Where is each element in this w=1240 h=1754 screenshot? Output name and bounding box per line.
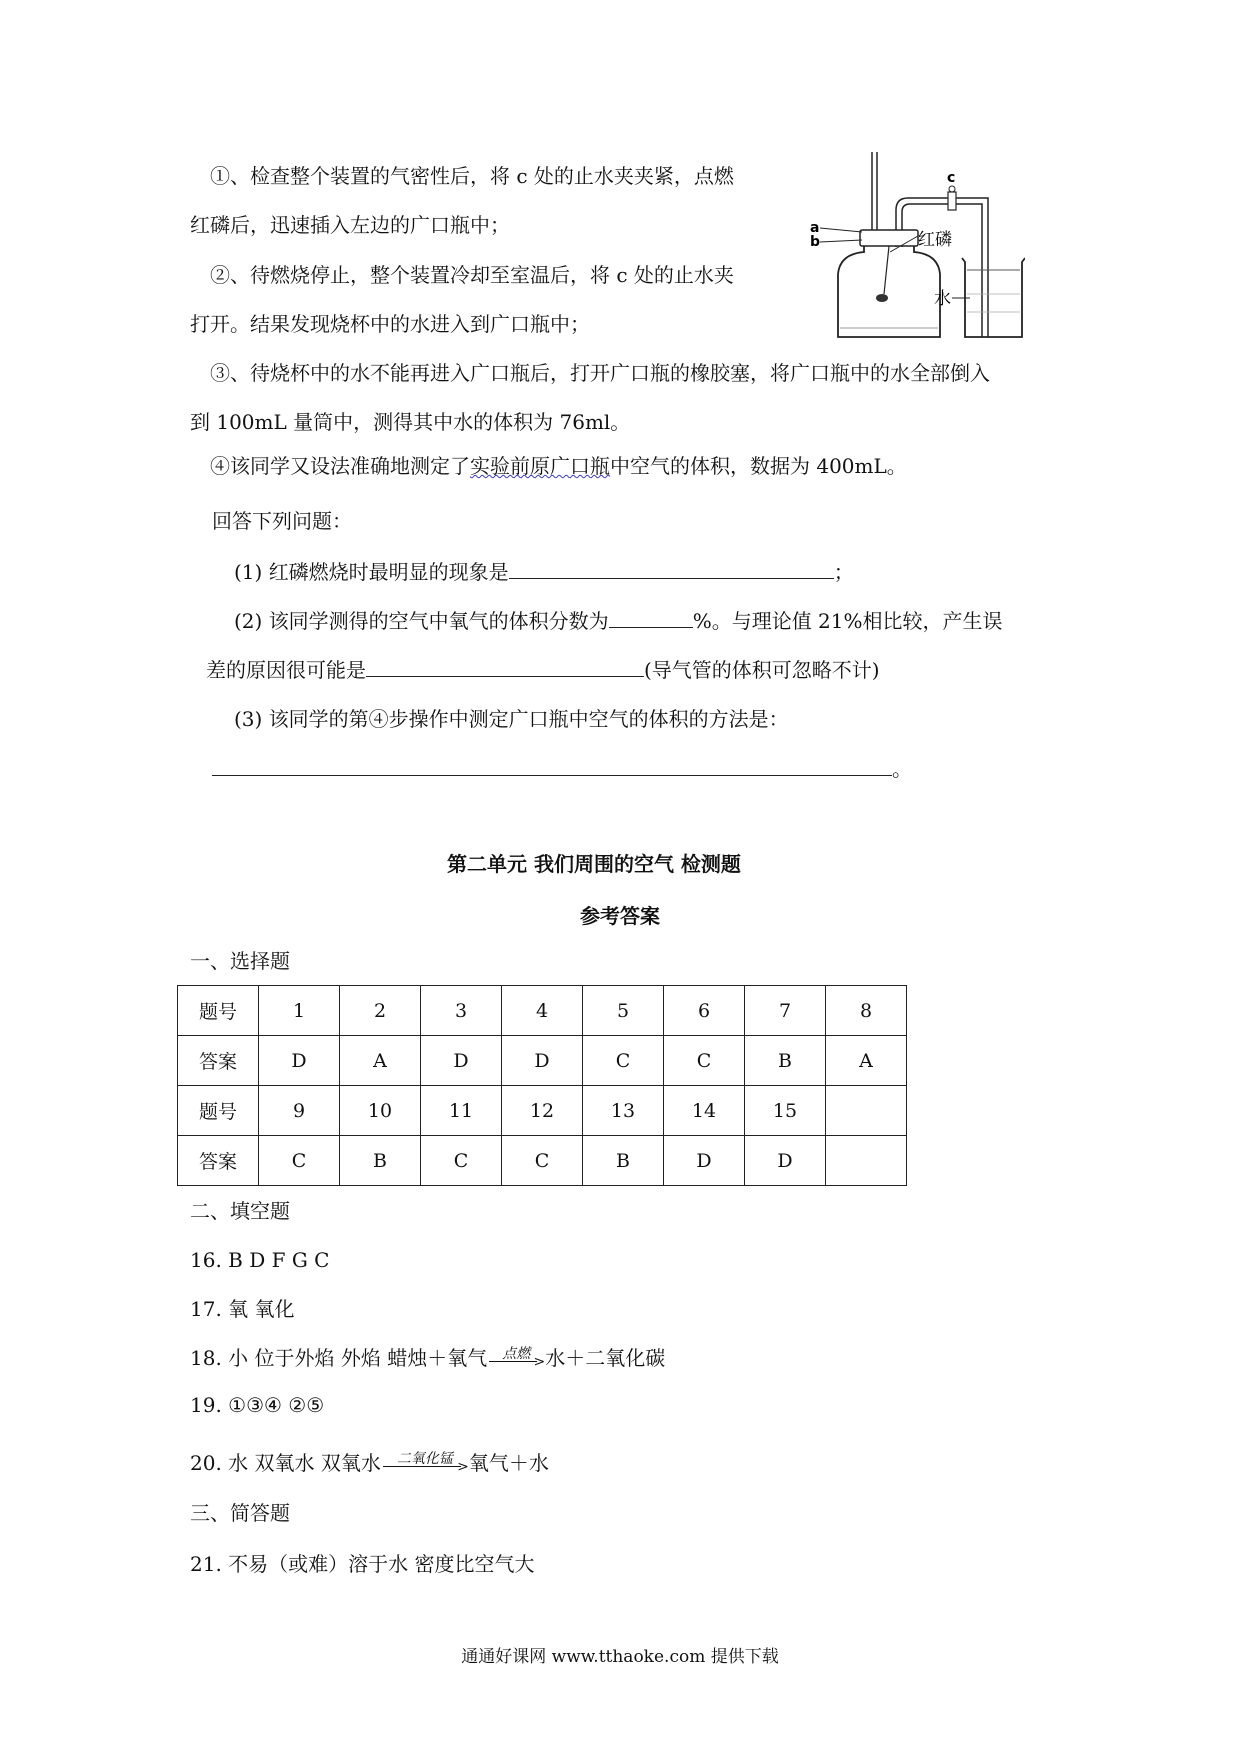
table-cell: 12 (502, 1086, 583, 1136)
table-cell: 答案 (178, 1136, 259, 1186)
step4-post: 中空气的体积，数据为 400mL。 (610, 454, 907, 478)
table-row (178, 986, 907, 1036)
section-fill-in: 二、填空题 (190, 1199, 290, 1223)
table-cell: 6 (664, 986, 745, 1036)
step1-line1: ①、检查整个装置的气密性后，将 c 处的止水夹夹紧，点燃 (210, 164, 734, 188)
red-phosphorus-spoon (876, 294, 888, 302)
step2-line1: ②、待燃烧停止，整个装置冷却至室温后，将 c 处的止水夹 (210, 263, 734, 287)
table-cell (826, 1086, 907, 1136)
step4-pre: ④该同学又设法准确地测定了 (210, 454, 470, 478)
table-cell: 4 (502, 986, 583, 1036)
question-2-text: (2) 该同学测得的空气中氧气的体积分数为 (234, 609, 609, 633)
question-1-text: (1) 红磷燃烧时最明显的现象是 (234, 560, 509, 584)
apparatus-diagram (810, 152, 1025, 342)
step2-line2: 打开。结果发现烧杯中的水进入到广口瓶中； (190, 312, 590, 336)
label-a: a (810, 220, 820, 236)
delivery-tube (896, 198, 988, 337)
question-1-end: ； (833, 560, 854, 584)
answer-17: 17. 氧 氧化 (190, 1297, 295, 1321)
table-cell: 5 (583, 986, 664, 1036)
table-cell: B (340, 1136, 421, 1186)
table-cell: D (745, 1136, 826, 1186)
table-cell: 10 (340, 1086, 421, 1136)
reaction-condition: 点燃 (502, 1345, 531, 1362)
table-cell: 8 (826, 986, 907, 1036)
table-cell: 1 (259, 986, 340, 1036)
table-cell: C (502, 1136, 583, 1186)
table-cell: 2 (340, 986, 421, 1036)
rubber-stopper (860, 230, 918, 246)
label-b: b (810, 234, 821, 250)
question-2 (234, 607, 1003, 634)
table-cell: 9 (259, 1086, 340, 1136)
answer-key-title: 第二单元 我们周围的空气 检测题 (447, 852, 741, 876)
step4-line (210, 453, 907, 479)
answer-18-products: 水＋二氧化碳 (545, 1346, 666, 1370)
question-2-line2-text: 差的原因很可能是 (206, 658, 366, 682)
table-cell: D (664, 1136, 745, 1186)
table-cell: 题号 (178, 986, 259, 1036)
table-cell: A (340, 1036, 421, 1086)
table-cell: 13 (583, 1086, 664, 1136)
answer-20-products: 氧气＋水 (468, 1451, 549, 1475)
table-cell: A (826, 1036, 907, 1086)
page-footer: 通通好课网 www.tthaoke.com 提供下载 (461, 1647, 779, 1667)
questions-intro: 回答下列问题： (212, 509, 352, 533)
step4-wavy-underlined: 实验前原广口瓶 (470, 454, 610, 478)
answer-20 (190, 1450, 549, 1478)
table-cell: 题号 (178, 1086, 259, 1136)
wide-mouth-bottle (838, 246, 940, 337)
table-cell: 答案 (178, 1036, 259, 1086)
table-row (178, 1136, 907, 1186)
table-cell: 11 (421, 1086, 502, 1136)
question-2-mid: %。与理论值 21%相比较，产生误 (692, 609, 1003, 633)
table-cell: B (745, 1036, 826, 1086)
table-cell (826, 1136, 907, 1186)
table-row (178, 1036, 907, 1086)
table-cell: C (259, 1136, 340, 1186)
table-row (178, 1086, 907, 1136)
reaction-condition: 二氧化锰 (396, 1450, 453, 1467)
question-3: (3) 该同学的第④步操作中测定广口瓶中空气的体积的方法是： (234, 707, 789, 731)
table-cell: C (421, 1136, 502, 1186)
answer-19: 19. ①③④ ②⑤ (190, 1393, 325, 1417)
section-multiple-choice: 一、选择题 (190, 949, 290, 973)
table-cell: B (583, 1136, 664, 1186)
answer-18-text: 18. 小 位于外焰 外焰 蜡烛＋氧气 (190, 1346, 488, 1370)
answer-18 (190, 1345, 665, 1373)
question-3-answer-line (212, 755, 912, 782)
question-2-blank-reason[interactable] (366, 656, 644, 677)
question-1 (234, 558, 854, 585)
clamp-c (948, 192, 956, 210)
step3-line2: 到 100mL 量筒中，测得其中水的体积为 76ml。 (190, 410, 631, 434)
reaction-arrow: 二氧化锰 > (381, 1452, 469, 1478)
table-cell: 3 (421, 986, 502, 1036)
table-cell: C (664, 1036, 745, 1086)
label-c: c (947, 170, 956, 186)
step1-line2: 红磷后，迅速插入左边的广口瓶中； (190, 213, 510, 237)
table-cell: 14 (664, 1086, 745, 1136)
answer-key-subtitle: 参考答案 (580, 904, 660, 928)
answer-20-text: 20. 水 双氧水 双氧水 (190, 1451, 381, 1475)
table-cell: D (421, 1036, 502, 1086)
label-phosphorus: 红磷 (918, 230, 952, 250)
answer-21: 21. 不易（或难）溶于水 密度比空气大 (190, 1552, 535, 1576)
question-1-blank[interactable] (509, 558, 834, 579)
answer-16: 16. B D F G C (190, 1248, 330, 1272)
reaction-arrow: 点燃 > (487, 1347, 545, 1373)
label-water: 水 (934, 289, 951, 309)
section-short-answer: 三、简答题 (190, 1501, 290, 1525)
table-cell: D (259, 1036, 340, 1086)
question-2-note: (导气管的体积可忽略不计) (644, 658, 880, 682)
step3-line1: ③、待烧杯中的水不能再进入广口瓶后，打开广口瓶的橡胶塞，将广口瓶中的水全部倒入 (210, 361, 990, 385)
answer-table (177, 985, 907, 1186)
question-3-blank[interactable] (212, 755, 892, 776)
table-cell: C (583, 1036, 664, 1086)
question-2-line2 (206, 656, 880, 683)
table-cell: 15 (745, 1086, 826, 1136)
question-2-blank-percent[interactable] (609, 607, 693, 628)
table-cell: D (502, 1036, 583, 1086)
table-cell: 7 (745, 986, 826, 1036)
question-3-end: 。 (892, 757, 912, 781)
